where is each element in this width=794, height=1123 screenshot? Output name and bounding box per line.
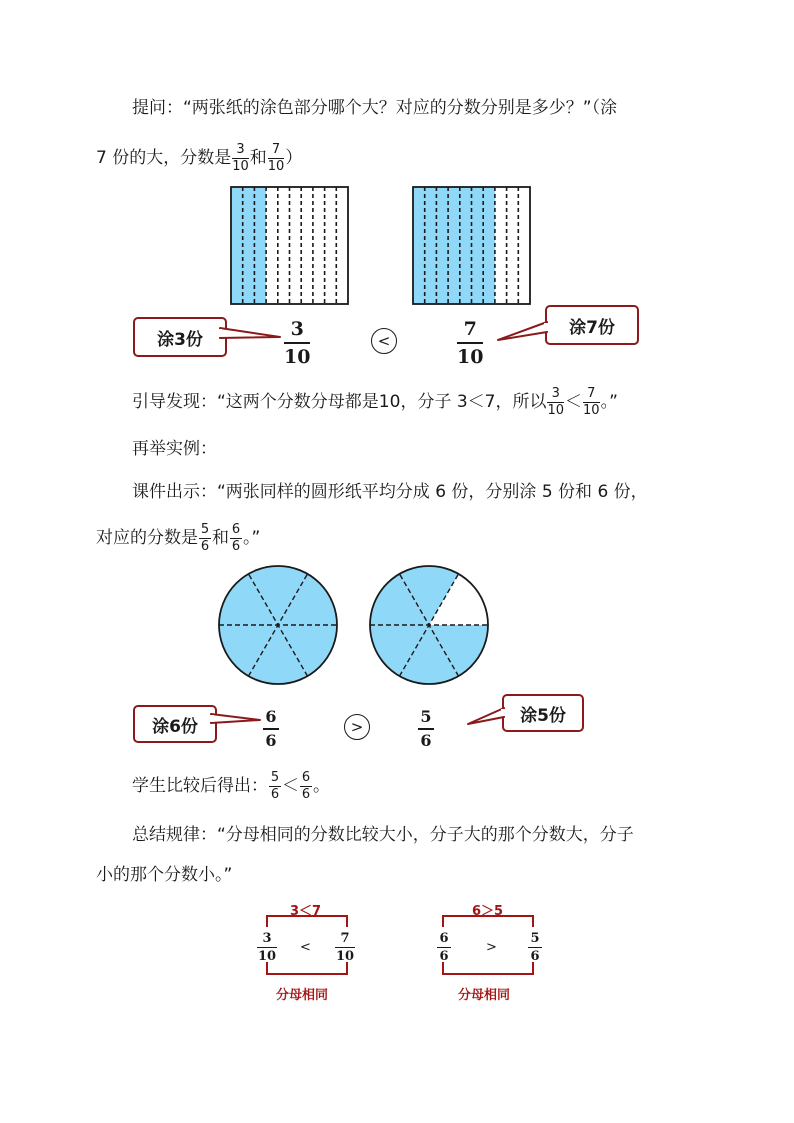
summary-left-operator: < bbox=[300, 940, 311, 955]
summary-left-fraction-3-10: 3 10 bbox=[257, 931, 277, 964]
summary-right-bottom-label: 分母相同 bbox=[458, 988, 511, 1003]
circle-left-6-of-6 bbox=[219, 566, 337, 684]
callout-shaded-6: 涂6份 bbox=[133, 705, 217, 743]
close-paren: ） bbox=[285, 148, 303, 168]
and-text: 和 bbox=[212, 528, 229, 548]
question-text: 提问：“两张纸的涂色部分哪个大？对应的分数分别是多少？”（涂 bbox=[132, 98, 618, 118]
big-fraction-7-10: 7 10 bbox=[457, 318, 484, 368]
discovery-line bbox=[96, 380, 737, 424]
summary-right-operator: > bbox=[486, 940, 497, 955]
big-fraction-3-10: 3 10 bbox=[284, 318, 311, 368]
fraction-6-6: $\frac{6}{6}$ bbox=[301, 769, 311, 802]
courseware-line-2 bbox=[96, 516, 701, 560]
more-examples-line: 再举实例： bbox=[132, 439, 217, 459]
summary-left-bottom-label: 分母相同 bbox=[276, 988, 329, 1003]
end-quote: 。” bbox=[600, 392, 618, 412]
compare-less-than-circle: < bbox=[371, 328, 397, 354]
student-conclusion-line bbox=[96, 764, 737, 808]
circle-right-5-of-6 bbox=[370, 566, 488, 684]
summary-left-fraction-7-10: 7 10 bbox=[335, 931, 355, 964]
courseware-line-1 bbox=[96, 470, 737, 514]
callout-shaded-3: 涂3份 bbox=[133, 317, 227, 357]
period: 。 bbox=[313, 776, 330, 796]
big-fraction-5-6: 5 6 bbox=[418, 708, 434, 750]
rect-right-7-of-10 bbox=[413, 187, 530, 304]
fraction-3-10: $\frac{3}{10}$ bbox=[232, 141, 249, 174]
and-text: 和 bbox=[249, 148, 267, 168]
summary-right-fraction-5-6: 5 6 bbox=[528, 931, 542, 964]
courseware-text: 课件出示：“两张同样的圆形纸平均分成 6 份，分别涂 5 份和 6 份， bbox=[132, 482, 648, 502]
fraction-3-10: $\frac{3}{10}$ bbox=[547, 385, 565, 418]
big-fraction-6-6: 6 6 bbox=[263, 708, 279, 750]
student-text: 学生比较后得出： bbox=[132, 776, 268, 796]
fraction-7-10: $\frac{7}{10}$ bbox=[583, 385, 600, 418]
summary-line-2: 小的那个分数小。” bbox=[96, 865, 233, 885]
compare-greater-than-circle: > bbox=[344, 714, 370, 740]
courseware-text-2: 对应的分数是 bbox=[96, 528, 198, 548]
fraction-5-6: $\frac{5}{6}$ bbox=[200, 521, 210, 554]
summary-left-top-label: 3＜7 bbox=[290, 904, 322, 919]
discovery-text: 引导发现：“这两个分数分母都是10，分子 3＜7，所以 bbox=[132, 392, 547, 412]
circles-figure bbox=[210, 560, 500, 690]
fraction-7-10: $\frac{7}{10}$ bbox=[267, 141, 285, 174]
fraction-5-6: $\frac{5}{6}$ bbox=[270, 769, 280, 802]
end-quote: 。” bbox=[243, 528, 261, 548]
rectangle-strips-figure bbox=[225, 183, 535, 308]
summary-right-fraction-6-6: 6 6 bbox=[437, 931, 451, 964]
fraction-6-6: $\frac{6}{6}$ bbox=[231, 521, 241, 554]
summary-right-top-label: 6＞5 bbox=[472, 904, 504, 919]
callout-shaded-5: 涂5份 bbox=[502, 694, 584, 732]
question-line-2 bbox=[96, 136, 701, 180]
less-than-sign: ＜ bbox=[282, 776, 299, 796]
callout-shaded-7: 涂7份 bbox=[545, 305, 639, 345]
rect-left-3-of-10 bbox=[231, 187, 348, 304]
question-line-1 bbox=[96, 86, 737, 130]
shaded-region bbox=[231, 187, 266, 304]
summary-line-1: 总结规律：“分母相同的分数比较大小，分子大的那个分数大，分子 bbox=[132, 825, 634, 845]
less-than-sign: ＜ bbox=[565, 392, 583, 412]
question-text-2: 7 份的大，分数是 bbox=[96, 148, 232, 168]
